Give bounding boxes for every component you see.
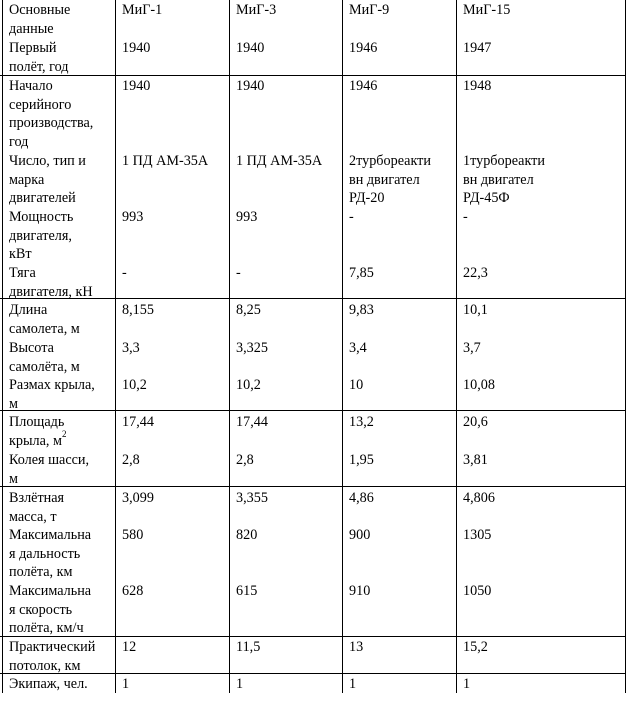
row-label: Взлётная масса, т xyxy=(9,490,65,525)
cell-value: 4,86 xyxy=(349,490,374,506)
cell-value: 3,81 xyxy=(463,452,488,468)
column-divider xyxy=(456,0,457,693)
cell-value: 1940 xyxy=(122,40,151,56)
cell-value: 1050 xyxy=(463,583,492,599)
cell-value: 7,85 xyxy=(349,265,374,281)
row-label: Размах крыла, м xyxy=(9,377,95,412)
row-label: Тяга двигателя, кН xyxy=(9,265,93,300)
cell-value: 1946 xyxy=(349,40,378,56)
cell-value: - xyxy=(463,209,468,225)
row-label: Начало серийного производства, год xyxy=(9,78,94,150)
table-border-right xyxy=(625,0,626,693)
header-mig1: МиГ-1 xyxy=(122,2,163,18)
cell-value: 12 xyxy=(122,639,137,655)
cell-value: - xyxy=(349,209,354,225)
cell-value: 1 ПД АМ-35А xyxy=(236,153,323,169)
column-divider xyxy=(115,0,116,693)
cell-value: 1 xyxy=(236,676,244,692)
superscript: 2 xyxy=(61,428,67,439)
cell-value: 628 xyxy=(122,583,144,599)
header-mig15: МиГ-15 xyxy=(463,2,511,18)
cell-value: 900 xyxy=(349,527,371,543)
cell-value: 17,44 xyxy=(236,414,268,430)
cell-value: - xyxy=(122,265,127,281)
cell-value: 8,25 xyxy=(236,302,261,318)
cell-value: 3,099 xyxy=(122,490,154,506)
row-label: Длина самолета, м xyxy=(9,302,80,337)
row-label: Первый полёт, год xyxy=(9,40,69,75)
cell-value: 1940 xyxy=(236,78,265,94)
row-label: Максимальна я скорость полёта, км/ч xyxy=(9,583,92,637)
row-label: Число, тип и марка двигателей xyxy=(9,153,86,207)
cell-value: 3,7 xyxy=(463,340,481,356)
header-mig9: МиГ-9 xyxy=(349,2,390,18)
cell-value: 1 ПД АМ-35А xyxy=(122,153,209,169)
cell-value: 1305 xyxy=(463,527,492,543)
cell-value: 1 xyxy=(463,676,471,692)
row-label: Экипаж, чел. xyxy=(9,676,88,692)
cell-value: 615 xyxy=(236,583,258,599)
cell-value: 20,6 xyxy=(463,414,488,430)
header-label: Основные данные xyxy=(9,2,71,37)
cell-value: 2турбореакти вн двигател РД-20 xyxy=(349,153,431,207)
cell-value: 2,8 xyxy=(236,452,254,468)
cell-value: 1947 xyxy=(463,40,492,56)
cell-value: 993 xyxy=(236,209,258,225)
header-mig3: МиГ-3 xyxy=(236,2,277,18)
row-label: Максимальна я дальность полёта, км xyxy=(9,527,92,581)
cell-value: 9,83 xyxy=(349,302,374,318)
cell-value: 1946 xyxy=(349,78,378,94)
cell-value: 2,8 xyxy=(122,452,140,468)
row-label: Мощность двигателя, кВт xyxy=(9,209,74,263)
cell-value: 1940 xyxy=(122,78,151,94)
cell-value: 17,44 xyxy=(122,414,154,430)
cell-value: 910 xyxy=(349,583,371,599)
cell-value: 15,2 xyxy=(463,639,488,655)
cell-value: 1948 xyxy=(463,78,492,94)
cell-value: 10,2 xyxy=(236,377,261,393)
cell-value: 820 xyxy=(236,527,258,543)
cell-value: 1,95 xyxy=(349,452,374,468)
cell-value: 580 xyxy=(122,527,144,543)
cell-value: 3,325 xyxy=(236,340,268,356)
cell-value: 3,355 xyxy=(236,490,268,506)
cell-value: 3,4 xyxy=(349,340,367,356)
cell-value: 1 xyxy=(349,676,357,692)
row-label xyxy=(9,413,109,450)
cell-value: 3,3 xyxy=(122,340,140,356)
cell-value: 1940 xyxy=(236,40,265,56)
cell-value: 10,08 xyxy=(463,377,495,393)
row-label-text: Площадь крыла, м xyxy=(9,414,65,449)
column-divider xyxy=(342,0,343,693)
cell-value: 10,2 xyxy=(122,377,147,393)
row-label: Практический потолок, км xyxy=(9,639,96,674)
cell-value: 1турбореакти вн двигател РД-45Ф xyxy=(463,153,545,207)
cell-value: - xyxy=(236,265,241,281)
table-border-left xyxy=(2,0,3,693)
row-label: Высота самолёта, м xyxy=(9,340,80,375)
cell-value: 993 xyxy=(122,209,144,225)
cell-value: 10,1 xyxy=(463,302,488,318)
row-label: Колея шасси, м xyxy=(9,452,90,487)
cell-value: 22,3 xyxy=(463,265,488,281)
cell-value: 13 xyxy=(349,639,364,655)
cell-value: 13,2 xyxy=(349,414,374,430)
cell-value: 8,155 xyxy=(122,302,154,318)
cell-value: 11,5 xyxy=(236,639,261,655)
cell-value: 4,806 xyxy=(463,490,495,506)
cell-value: 10 xyxy=(349,377,364,393)
cell-value: 1 xyxy=(122,676,130,692)
